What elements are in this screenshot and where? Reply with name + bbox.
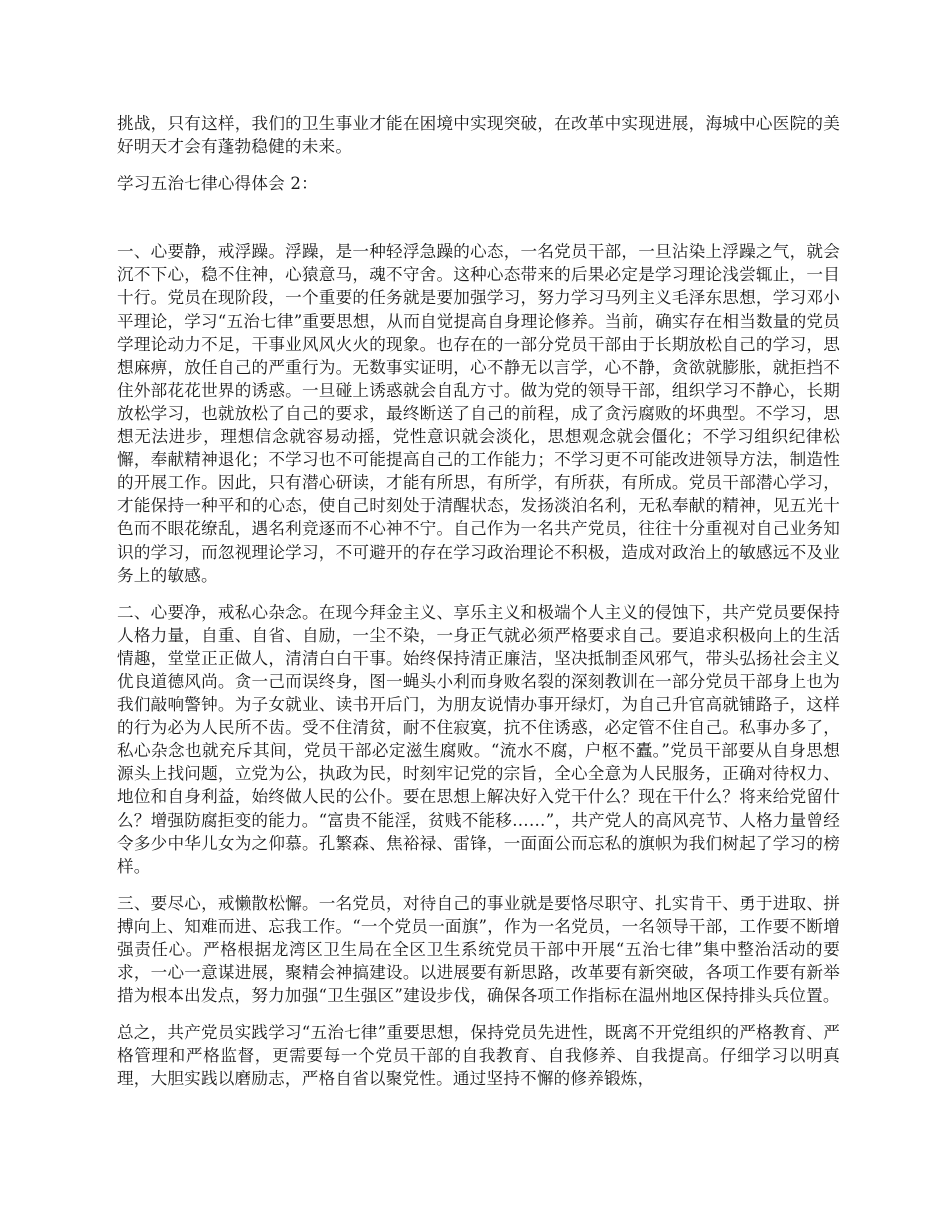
section-heading: 学习五治七律心得体会 2：	[117, 174, 318, 194]
paragraph-point-two: 二、心要净，戒私心杂念。在现今拜金主义、享乐主义和极端个人主义的侵蚀下，共产党员要保持人格力量，自重、自省、自励，一尘不染，一身正气就必须严格要求自己。要追求积极向上的生活情趣，堂堂正正做人，清清白白干事。始终保持清正廉洁，坚决抵制歪风邪气，带头弘扬社会主义优良道德风尚。贪一己而误终身，图一蝇头小利而身败名裂的深刻教训在一部分党员干部身上也为我们敲响警钟。为子女就业、读书开后门，为朋友说情办事开绿灯，为自己升官高就铺路子，这样的行为必为人民所不齿。受不住清贫，耐不住寂寞，抗不住诱惑，必定管不住自己。私事办多了，私心杂念也就充斥其间，党员干部必定滋生腐败。“流水不腐，户枢不蠹。”党员干部要从自身思想源头上找问题，立党为公，执政为民，时刻牢记党的宗旨，全心全意为人民服务，正确对待权力、地位和自身利益，始终做人民的公仆。要在思想上解决好入党干什么？现在干什么？将来给党留什么？增强防腐拒变的能力。“富贵不能淫，贫贱不能移……”，共产党人的高风亮节、人格力量曾经令多少中华儿女为之仰慕。孔繁森、焦裕禄、雷锋，一面面公而忘私的旗帜为我们树起了学习的榜样。	[117, 602, 840, 876]
paragraph-point-one: 一、心要静，戒浮躁。浮躁，是一种轻浮急躁的心态，一名党员干部，一旦沾染上浮躁之气，就会沉不下心，稳不住神，心猿意马，魂不守舍。这种心态带来的后果必定是学习理论浅尝辄止，一目十行。党员在现阶段，一个重要的任务就是要加强学习，努力学习马列主义毛泽东思想，学习邓小平理论，学习“五治七律”重要思想，从而自觉提高自身理论修养。当前，确实存在相当数量的党员学理论动力不足，干事业风风火火的现象。也存在的一部分党员干部由于长期放松自己的学习，思想麻痹，放任自己的严重行为。无数事实证明，心不静无以言学，心不静，贪欲就膨胀，就拒挡不住外部花花世界的诱惑。一旦碰上诱惑就会自乱方寸。做为党的领导干部，组织学习不静心，长期放松学习，也就放松了自己的要求，最终断送了自己的前程，成了贪污腐败的坏典型。不学习，思想无法进步，理想信念就容易动摇，党性意识就会淡化，思想观念就会僵化；不学习组织纪律松懈，奉献精神退化；不学习也不可能提高自己的工作能力；不学习更不可能改进领导方法，制造性的开展工作。因此，只有潜心研读，才能有所思，有所学，有所获，有所成。党员干部潜心学习，才能保持一种平和的心态，使自己时刻处于清醒状态，发扬淡泊名利，无私奉献的精神，见五光十色而不眼花缭乱，遇名利竞逐而不心神不宁。自己作为一名共产党员，往往十分重视对自己业务知识的学习，而忽视理论学习，不可避开的存在学习政治理论不积极，造成对政治上的敏感远不及业务上的敏感。	[117, 242, 840, 585]
document-body	[117, 112, 840, 1091]
paragraph-intro-ending: 挑战，只有这样，我们的卫生事业才能在困境中实现突破，在改革中实现进展，海城中心医院的美好明天才会有蓬勃稳健的未来。	[117, 114, 840, 157]
paragraph-conclusion: 总之，共产党员实践学习“五治七律”重要思想，保持党员先进性，既离不开党组织的严格教育、严格管理和严格监督，更需要每一个党员干部的自我教育、自我修养、自我提高。仔细学习以明真理，大胆实践以磨励志，严格自省以聚党性。通过坚持不懈的修养锻炼，	[117, 1023, 840, 1089]
paragraph-point-three: 三、要尽心，戒懒散松懈。一名党员，对待自己的事业就是要恪尽职守、扎实肯干、勇于进取、拼搏向上、知难而进、忘我工作。“一个党员一面旗”，作为一名党员，一名领导干部，工作要不断增强责任心。严格根据龙湾区卫生局在全区卫生系统党员干部中开展“五治七律”集中整治活动的要求，一心一意谋进展，聚精会神搞建设。以进展要有新思路，改革要有新突破，各项工作要有新举措为根本出发点，努力加强“卫生强区”建设步伐，确保各项工作指标在温州地区保持排头兵位置。	[117, 893, 840, 1006]
